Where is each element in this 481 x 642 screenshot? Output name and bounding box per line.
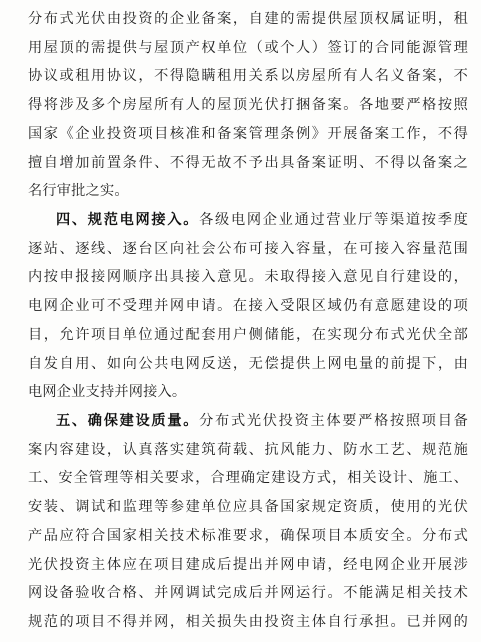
section-4-first-text: 各级电网企业通过营业厅等渠道按季度 [199, 212, 468, 228]
section-4-first-line [56, 206, 468, 234]
section-5-first-line [56, 407, 468, 435]
paragraph-line: 分布式光伏由投资的企业备案，自建的需提供屋顶权属证明，租 [28, 11, 468, 27]
section-4-heading: 四、规范电网接入。 [56, 212, 200, 228]
paragraph-line: 目，允许项目单位通过配套用户侧储能，在实现分布式光伏全部 [28, 326, 468, 343]
paragraph-line: 工、安全管理等相关要求，合理确定建设方式，相关设计、施工、 [28, 470, 468, 487]
paragraph-line: 电网企业支持并网接入。 [28, 384, 187, 401]
paragraph-line: 产品应符合国家相关技术标准要求，确保项目本质安全。分布式 [28, 527, 468, 544]
paragraph-line: 协议或租用协议，不得隐瞒租用关系以房屋所有人名义备案，不 [28, 68, 468, 85]
paragraph-line: 安装、调试和监理等参建单位应具备国家规定资质，使用的光伏 [28, 499, 468, 516]
paragraph-line: 案内容建设，认真落实建筑荷载、抗风能力、防水工艺、规范施 [28, 441, 468, 458]
section-5-heading: 五、确保建设质量。 [56, 413, 200, 429]
paragraph-line: 光伏投资主体应在项目建成后提出并网申请，经电网企业开展涉 [28, 556, 468, 573]
paragraph-line: 规范的项目不得并网，相关损失由投资主体自行承担。已并网的 [28, 614, 468, 630]
paragraph-line: 用屋顶的需提供与屋顶产权单位（或个人）签订的合同能源管理 [28, 39, 468, 56]
paragraph-line: 得将涉及多个房屋所有人的屋顶光伏打捆备案。各地要严格按照 [28, 97, 468, 114]
section-5-first-text: 分布式光伏投资主体要严格按照项目备 [199, 413, 468, 429]
paragraph-line: 名行审批之实。 [28, 183, 129, 200]
paragraph-line: 擅自增加前置条件、不得无故不予出具备案证明、不得以备案之 [28, 154, 468, 171]
paragraph-line: 电网企业可不受理并网申请。在接入受限区域仍有意愿建设的项 [28, 298, 468, 315]
paragraph-line: 内按申报接网顺序出具接入意见。未取得接入意见自行建设的， [28, 269, 468, 286]
paragraph-line: 网设备验收合格、并网调试完成后并网运行。不能满足相关技术 [28, 585, 468, 602]
paragraph-line: 逐站、逐线、逐台区向社会公布可接入容量，在可接入容量范围 [28, 240, 468, 257]
paragraph-line: 自发自用、如向公共电网反送，无偿提供上网电量的前提下，由 [28, 355, 468, 372]
paragraph-line: 国家《企业投资项目核准和备案管理条例》开展备案工作，不得 [28, 125, 468, 142]
